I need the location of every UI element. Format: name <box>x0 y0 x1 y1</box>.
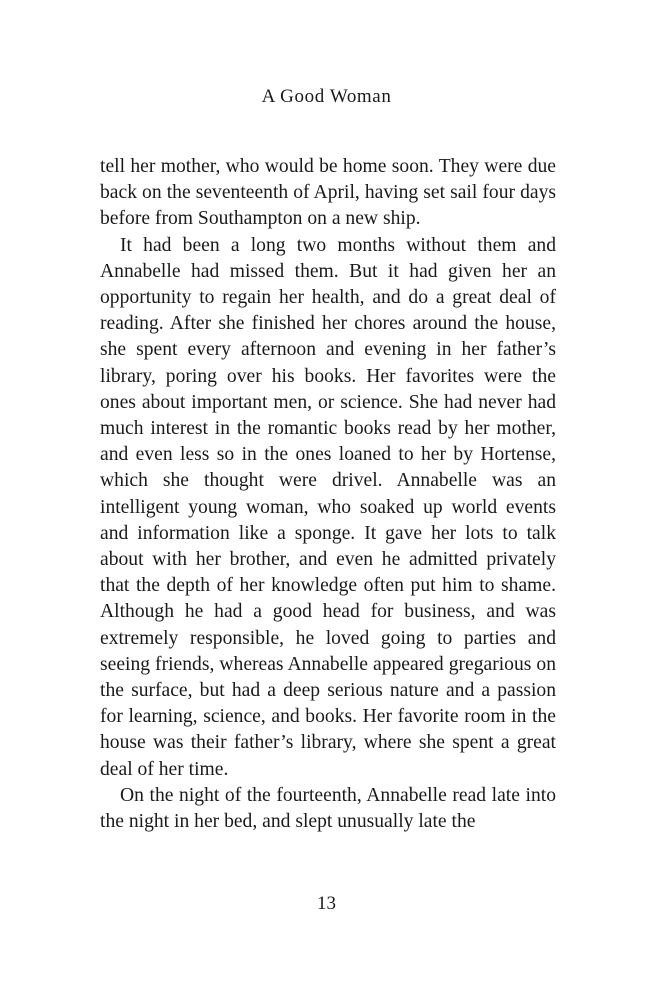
running-head: A Good Woman <box>261 86 392 107</box>
paragraph-2: It had been a long two months without them and Annabelle had missed them. But it had given her an opportunity to regain her health, and do a great deal of reading. After she finished her chores around the house, she spent every afternoon and evening in her father’s library, poring over his books. Her favorites were the ones about important men, or science. She had never had much interest in the romantic books read by her mother, and even less so in the ones loaned to her by Hortense, which she thought were drivel. Annabelle was an intelligent young woman, who soaked up world events and information like a sponge. It gave her lots to talk about with her brother, and even he admitted privately that the depth of her knowledge often put him to shame. Although he had a good head for business, and was extremely responsible, he loved going to parties and seeing friends, whereas Annabelle appeared gregarious on the surface, but had a deep serious nature and a passion for learning, science, and books. Her favorite room in the house was their father’s library, where she spent a great deal of her time. <box>100 234 556 780</box>
page-number: 13 <box>317 893 336 914</box>
paragraph-3: On the night of the fourteenth, Annabelle read late into the night in her bed, and slept unusually late the <box>100 784 556 833</box>
paragraph-1: tell her mother, who would be home soon. They were due back on the seventeenth of April, having set sail four days before from Southampton on a new ship. <box>100 156 556 230</box>
body-text <box>100 154 556 835</box>
